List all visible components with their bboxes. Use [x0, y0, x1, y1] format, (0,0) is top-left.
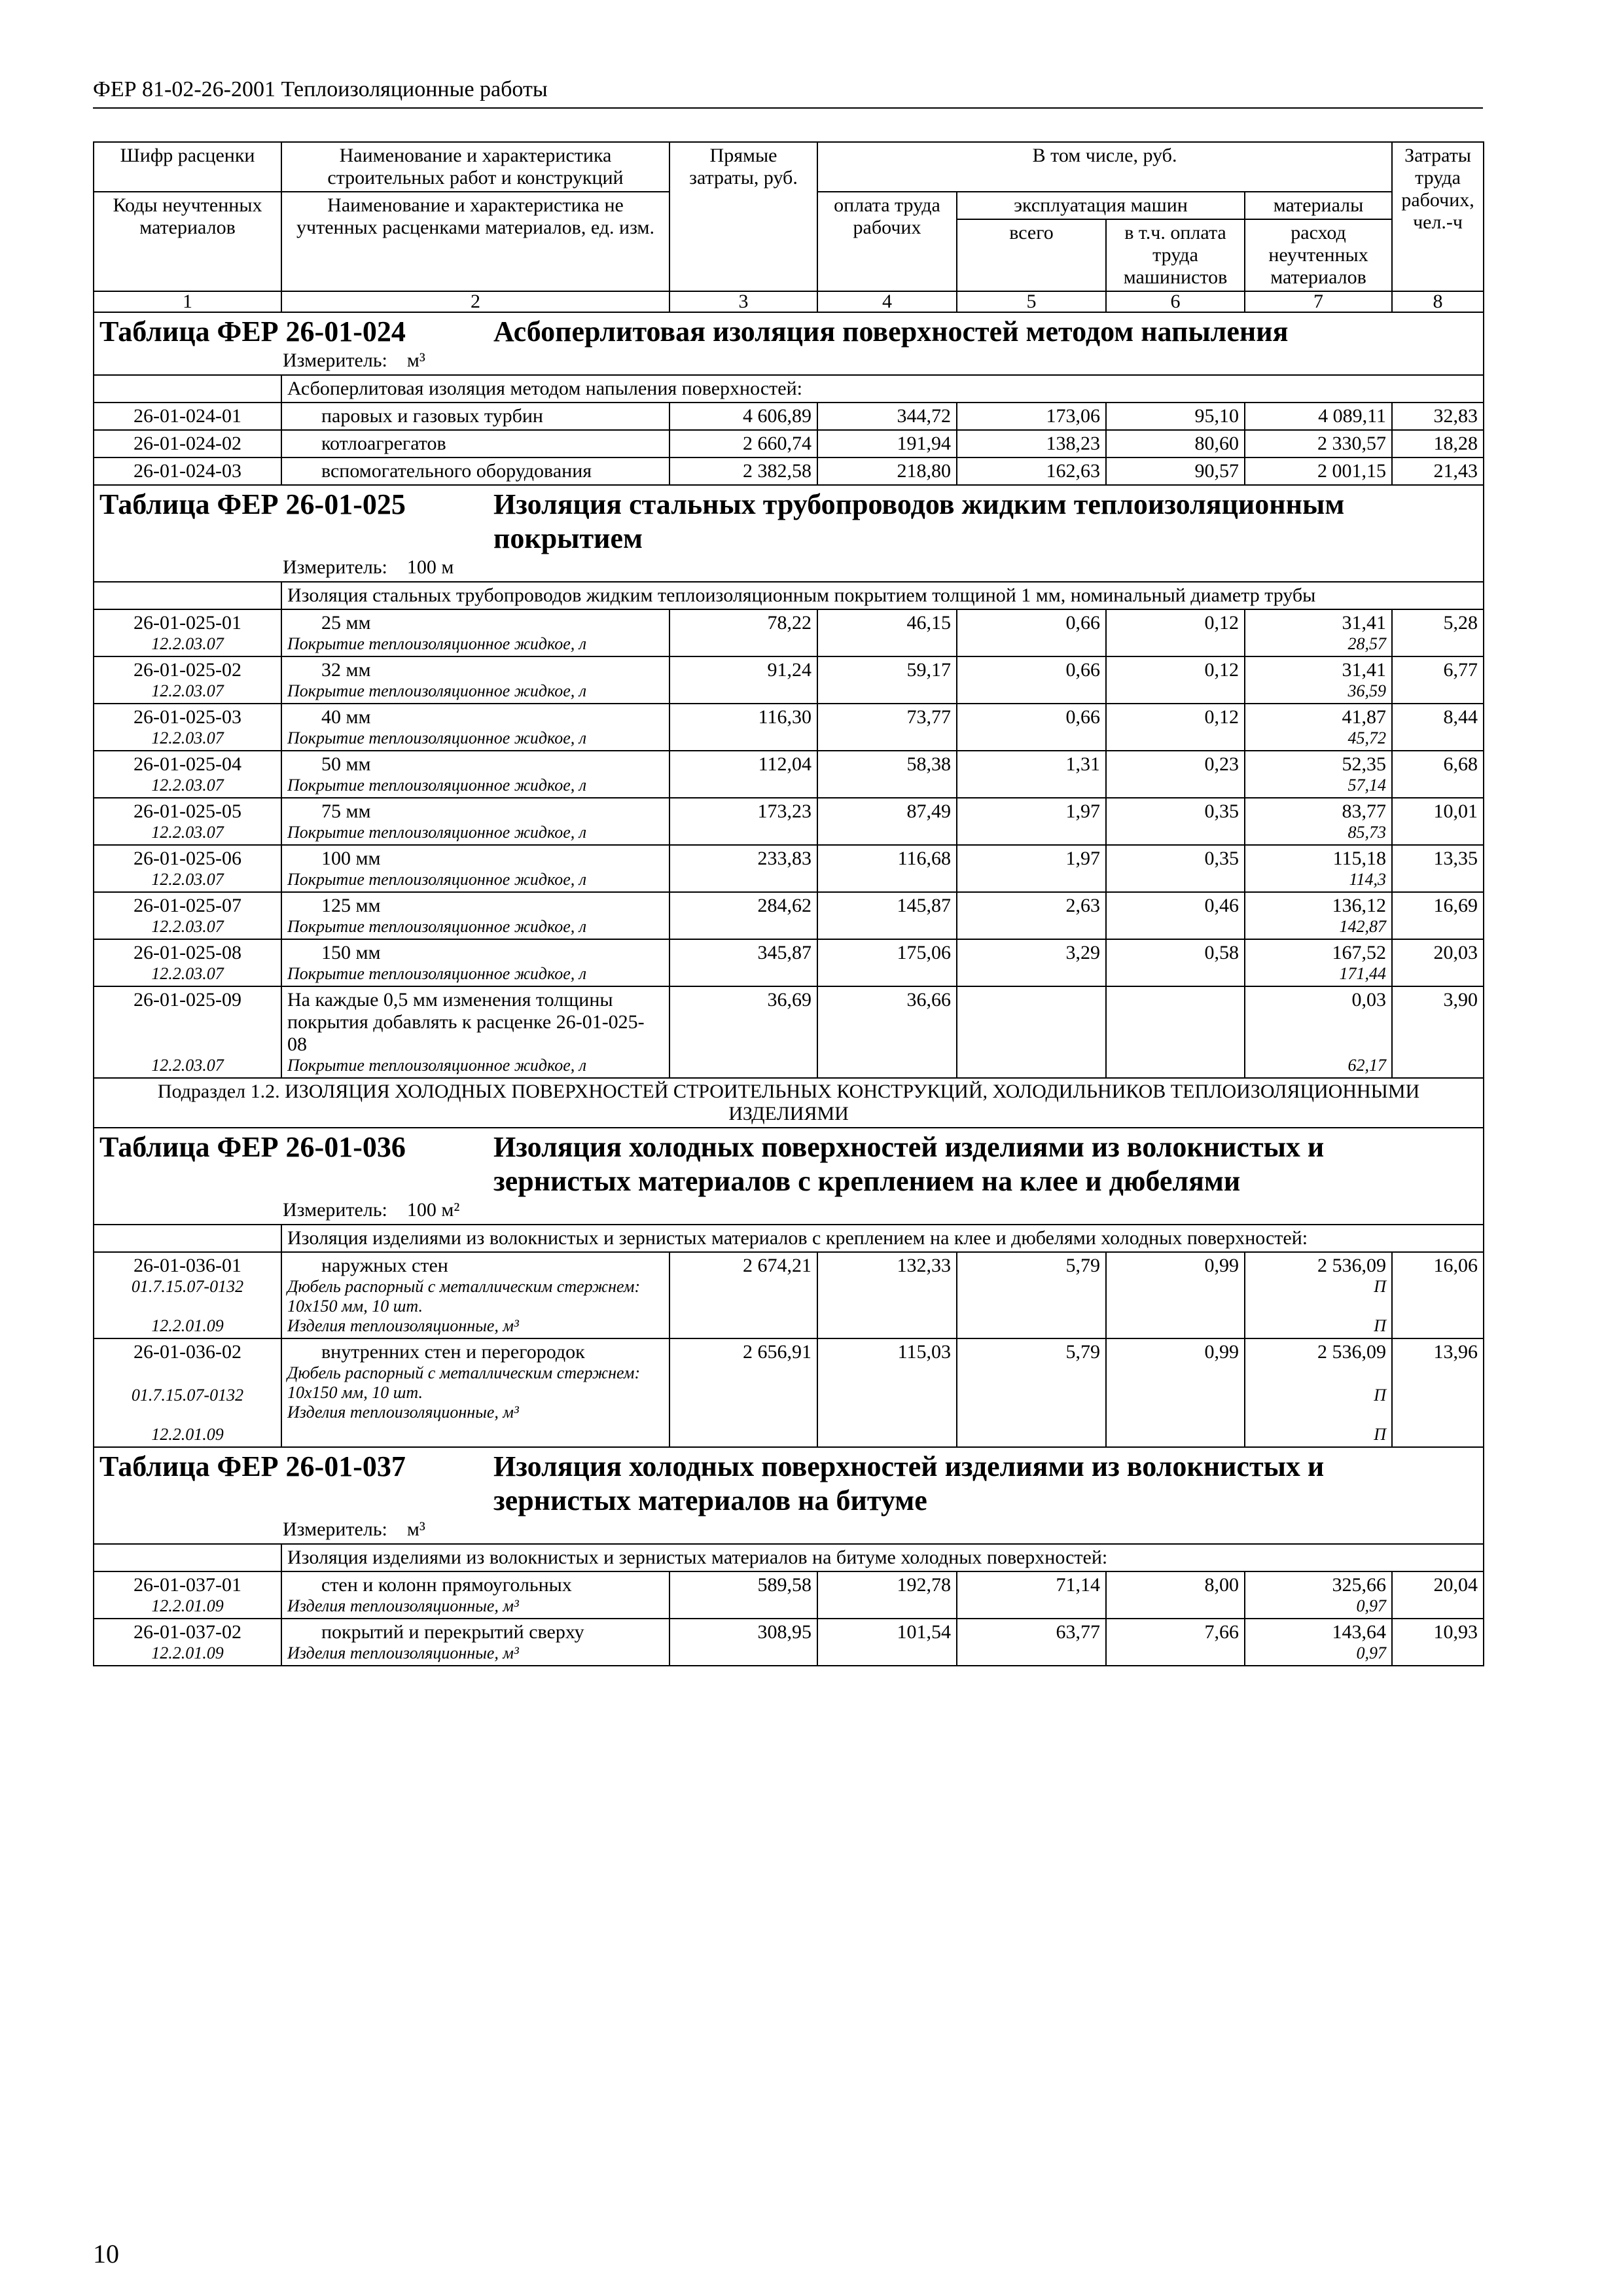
work-name: 32 мм	[321, 659, 371, 681]
rate-code: 26-01-025-09	[134, 989, 241, 1011]
measure-label: Измеритель:	[283, 1518, 387, 1540]
operator-cost: 0,99	[1106, 1338, 1245, 1447]
labor-hours: 5,28	[1392, 609, 1484, 656]
table-body	[94, 312, 1484, 609]
col-header-7: расход неучтенных материалов	[1245, 219, 1392, 291]
table-row	[94, 609, 1484, 656]
material-quantity: 36,59	[1347, 681, 1387, 700]
col-number: 4	[817, 291, 957, 312]
operator-cost: 0,58	[1106, 939, 1245, 986]
labor-hours: 13,96	[1392, 1338, 1484, 1447]
labor-hours: 18,28	[1392, 430, 1484, 457]
measure-unit: 100 м²	[406, 1199, 460, 1221]
intro-text: Изоляция изделиями из волокнистых и зернистых материалов на битуме холодных поверхностей:	[281, 1544, 1484, 1571]
work-name: внутренних стен и перегородок	[321, 1341, 585, 1363]
table-title: Изоляция холодных поверхностей изделиями из волокнистых и зернистых материалов с креплением на клее и дюбелями	[493, 1131, 1325, 1197]
col-header-5: всего	[957, 219, 1106, 291]
material-code: 12.2.03.07	[151, 776, 224, 795]
col-header-6: в т.ч. оплата труда машинистов	[1106, 219, 1245, 291]
labor-cost: 101,54	[817, 1619, 957, 1666]
material-cost: 136,12	[1332, 895, 1387, 916]
page-header: ФЕР 81-02-26-2001 Теплоизоляционные работы	[93, 77, 1483, 109]
work-name: вспомогательного оборудования	[281, 457, 669, 485]
labor-hours: 16,69	[1392, 892, 1484, 939]
labor-cost: 218,80	[817, 457, 957, 485]
measure-unit: 100 м	[406, 556, 454, 578]
work-name: 125 мм	[321, 895, 381, 916]
machine-cost: 0,66	[957, 609, 1106, 656]
direct-cost: 2 656,91	[669, 1338, 817, 1447]
material-quantity: П	[1374, 1386, 1387, 1405]
table-row	[94, 798, 1484, 845]
rate-code: 26-01-024-03	[94, 457, 281, 485]
operator-cost: 0,12	[1106, 609, 1245, 656]
machine-cost: 138,23	[957, 430, 1106, 457]
operator-cost: 0,23	[1106, 751, 1245, 798]
table-row	[94, 1338, 1484, 1447]
material-name: Покрытие теплоизоляционное жидкое, л	[287, 823, 587, 842]
table-row	[94, 1252, 1484, 1338]
machine-cost: 5,79	[957, 1252, 1106, 1338]
table-label: Таблица ФЕР 26-01-024	[99, 315, 406, 348]
col-number: 2	[281, 291, 669, 312]
labor-hours: 3,90	[1392, 986, 1484, 1078]
material-code: 12.2.03.07	[151, 728, 224, 747]
direct-cost: 112,04	[669, 751, 817, 798]
labor-cost: 175,06	[817, 939, 957, 986]
intro-text: Асбоперлитовая изоляция методом напыления поверхностей:	[281, 375, 1484, 403]
intro-row	[94, 1544, 1484, 1571]
rate-code: 26-01-025-04	[134, 753, 241, 775]
material-quantity: 45,72	[1347, 728, 1387, 747]
material-quantity: 0,97	[1356, 1643, 1387, 1662]
direct-cost: 78,22	[669, 609, 817, 656]
material-cost: 41,87	[1342, 706, 1387, 728]
labor-hours: 21,43	[1392, 457, 1484, 485]
material-quantity: 0,97	[1356, 1596, 1387, 1615]
measure-label: Измеритель:	[283, 1199, 387, 1221]
intro-row	[94, 375, 1484, 403]
col-header-2-top: Наименование и характеристика строительных работ и конструкций	[281, 142, 669, 192]
table-row	[94, 845, 1484, 892]
rate-code: 26-01-024-02	[94, 430, 281, 457]
operator-cost: 80,60	[1106, 430, 1245, 457]
material-name: Покрытие теплоизоляционное жидкое, л	[287, 870, 587, 889]
table-row	[94, 403, 1484, 430]
col-header-group: В том числе, руб.	[817, 142, 1392, 192]
table-title-row	[94, 1128, 1484, 1225]
material-code: 12.2.03.07	[151, 1056, 224, 1075]
table-row	[94, 656, 1484, 704]
work-name: 75 мм	[321, 800, 371, 822]
material-code: 12.2.03.07	[151, 917, 224, 936]
labor-cost: 73,77	[817, 704, 957, 751]
labor-hours: 32,83	[1392, 403, 1484, 430]
material-quantity: 28,57	[1347, 634, 1387, 653]
labor-cost: 192,78	[817, 1571, 957, 1619]
material-code: 12.2.03.07	[151, 964, 224, 983]
direct-cost: 233,83	[669, 845, 817, 892]
intro-text: Изоляция изделиями из волокнистых и зернистых материалов с креплением на клее и дюбелями холодных поверхностей:	[281, 1225, 1484, 1252]
intro-row	[94, 1225, 1484, 1252]
col-header-materials: материалы	[1245, 192, 1392, 219]
material-quantity: П	[1374, 1316, 1387, 1335]
work-name: наружных стен	[321, 1255, 448, 1276]
col-header-2-bottom: Наименование и характеристика не учтенных расценками материалов, ед. изм.	[281, 192, 669, 291]
col-number: 1	[94, 291, 281, 312]
rate-code: 26-01-037-02	[134, 1621, 241, 1643]
machine-cost: 162,63	[957, 457, 1106, 485]
work-name: покрытий и перекрытий сверху	[321, 1621, 584, 1643]
material-cost: 52,35	[1342, 753, 1387, 775]
direct-cost: 116,30	[669, 704, 817, 751]
work-name: 25 мм	[321, 612, 371, 634]
material-code: 01.7.15.07-0132	[131, 1386, 244, 1405]
material-quantity: 85,73	[1347, 823, 1387, 842]
labor-hours: 13,35	[1392, 845, 1484, 892]
table-title: Асбоперлитовая изоляция поверхностей методом напыления	[493, 315, 1289, 348]
direct-cost: 4 606,89	[669, 403, 817, 430]
material-quantity: 62,17	[1347, 1056, 1387, 1075]
material-quantity: П	[1374, 1277, 1387, 1296]
table-title: Изоляция стальных трубопроводов жидким теплоизоляционным покрытием	[493, 488, 1345, 554]
material-name: Дюбель распорный с металлическим стержнем: 10х150 мм, 10 шт.	[287, 1277, 641, 1316]
material-name: Покрытие теплоизоляционное жидкое, л	[287, 917, 587, 936]
work-name: 150 мм	[321, 942, 381, 963]
measure-label: Измеритель:	[283, 350, 387, 371]
material-code: 12.2.01.09	[151, 1316, 224, 1335]
labor-cost: 59,17	[817, 656, 957, 704]
material-code: 12.2.03.07	[151, 870, 224, 889]
work-name: На каждые 0,5 мм изменения толщины покрытия добавлять к расценке 26-01-025-08	[287, 989, 645, 1055]
labor-hours: 6,68	[1392, 751, 1484, 798]
material-code: 12.2.01.09	[151, 1425, 224, 1444]
labor-cost: 115,03	[817, 1338, 957, 1447]
direct-cost: 345,87	[669, 939, 817, 986]
material-name: Изделия теплоизоляционные, м³	[287, 1596, 519, 1615]
labor-cost: 36,66	[817, 986, 957, 1078]
direct-cost: 308,95	[669, 1619, 817, 1666]
machine-cost: 0,66	[957, 704, 1106, 751]
work-name: паровых и газовых турбин	[281, 403, 669, 430]
operator-cost: 0,12	[1106, 704, 1245, 751]
operator-cost: 0,35	[1106, 798, 1245, 845]
direct-cost: 2 674,21	[669, 1252, 817, 1338]
material-name: Покрытие теплоизоляционное жидкое, л	[287, 964, 587, 983]
material-quantity: 142,87	[1339, 917, 1387, 936]
table-row	[94, 751, 1484, 798]
table-header	[94, 142, 1484, 312]
operator-cost: 0,99	[1106, 1252, 1245, 1338]
material-quantity: 171,44	[1339, 964, 1387, 983]
table-title-row	[94, 485, 1484, 582]
table-row	[94, 939, 1484, 986]
material-quantity: 114,3	[1349, 870, 1387, 889]
work-name: 50 мм	[321, 753, 371, 775]
machine-cost: 0,66	[957, 656, 1106, 704]
direct-cost: 284,62	[669, 892, 817, 939]
col-number: 8	[1392, 291, 1484, 312]
table-row	[94, 704, 1484, 751]
col-header-4: оплата труда рабочих	[817, 192, 957, 291]
rate-code: 26-01-025-05	[134, 800, 241, 822]
table-title: Изоляция холодных поверхностей изделиями из волокнистых и зернистых материалов на битуме	[493, 1450, 1325, 1516]
rate-code: 26-01-025-08	[134, 942, 241, 963]
table-row	[94, 986, 1484, 1078]
machine-cost: 71,14	[957, 1571, 1106, 1619]
work-name: стен и колонн прямоугольных	[321, 1574, 572, 1596]
direct-cost: 2 660,74	[669, 430, 817, 457]
direct-cost: 589,58	[669, 1571, 817, 1619]
material-name: Дюбель распорный с металлическим стержнем: 10х150 мм, 10 шт.	[287, 1363, 641, 1402]
material-code: 12.2.03.07	[151, 681, 224, 700]
labor-cost: 145,87	[817, 892, 957, 939]
material-cost: 31,41	[1342, 612, 1387, 634]
table-row	[94, 457, 1484, 485]
rate-code: 26-01-037-01	[134, 1574, 241, 1596]
material-cost: 83,77	[1342, 800, 1387, 822]
col-number: 6	[1106, 291, 1245, 312]
material-cost: 4 089,11	[1245, 403, 1392, 430]
measure-label: Измеритель:	[283, 556, 387, 578]
material-cost: 325,66	[1332, 1574, 1387, 1596]
material-name: Изделия теплоизоляционные, м³	[287, 1316, 519, 1335]
rate-code: 26-01-025-01	[134, 612, 241, 634]
operator-cost: 90,57	[1106, 457, 1245, 485]
machine-cost: 1,97	[957, 798, 1106, 845]
material-name: Покрытие теплоизоляционное жидкое, л	[287, 634, 587, 653]
table-body	[94, 986, 1484, 1666]
work-name: котлоагрегатов	[281, 430, 669, 457]
labor-cost: 58,38	[817, 751, 957, 798]
operator-cost	[1106, 986, 1245, 1078]
material-name: Покрытие теплоизоляционное жидкое, л	[287, 776, 587, 795]
labor-cost: 87,49	[817, 798, 957, 845]
material-cost: 2 536,09	[1317, 1255, 1387, 1276]
material-name: Покрытие теплоизоляционное жидкое, л	[287, 728, 587, 747]
page-number: 10	[93, 2239, 119, 2269]
table-label: Таблица ФЕР 26-01-025	[99, 488, 406, 520]
material-cost: 2 536,09	[1317, 1341, 1387, 1363]
material-code: 12.2.03.07	[151, 634, 224, 653]
labor-cost: 116,68	[817, 845, 957, 892]
table-title-row	[94, 1447, 1484, 1544]
table-body	[94, 609, 1484, 986]
work-name: 100 мм	[321, 848, 381, 869]
machine-cost: 173,06	[957, 403, 1106, 430]
material-name: Изделия теплоизоляционные, м³	[287, 1403, 519, 1422]
material-cost: 2 330,57	[1245, 430, 1392, 457]
material-cost: 0,03	[1351, 989, 1387, 1011]
material-code: 01.7.15.07-0132	[131, 1277, 244, 1296]
machine-cost: 1,97	[957, 845, 1106, 892]
machine-cost: 2,63	[957, 892, 1106, 939]
machine-cost: 3,29	[957, 939, 1106, 986]
rate-code: 26-01-036-01	[134, 1255, 241, 1276]
labor-cost: 132,33	[817, 1252, 957, 1338]
labor-cost: 46,15	[817, 609, 957, 656]
col-number: 3	[669, 291, 817, 312]
labor-hours: 16,06	[1392, 1252, 1484, 1338]
machine-cost: 1,31	[957, 751, 1106, 798]
labor-hours: 8,44	[1392, 704, 1484, 751]
table-row	[94, 430, 1484, 457]
rate-code: 26-01-025-07	[134, 895, 241, 916]
labor-hours: 10,01	[1392, 798, 1484, 845]
measure-unit: м³	[406, 1518, 425, 1540]
measure-unit: м³	[406, 350, 425, 371]
material-cost: 2 001,15	[1245, 457, 1392, 485]
operator-cost: 95,10	[1106, 403, 1245, 430]
rate-code: 26-01-025-03	[134, 706, 241, 728]
labor-hours: 20,04	[1392, 1571, 1484, 1619]
material-name: Изделия теплоизоляционные, м³	[287, 1643, 519, 1662]
col-header-3: Прямые затраты, руб.	[669, 142, 817, 291]
operator-cost: 0,46	[1106, 892, 1245, 939]
section-title: Подраздел 1.2. ИЗОЛЯЦИЯ ХОЛОДНЫХ ПОВЕРХНОСТЕЙ СТРОИТЕЛЬНЫХ КОНСТРУКЦИЙ, ХОЛОДИЛЬНИКОВ ТЕПЛОИЗОЛЯЦИОННЫМИ ИЗДЕЛИЯМИ	[94, 1078, 1484, 1128]
col-header-8: Затраты труда рабочих, чел.-ч	[1392, 142, 1484, 291]
table-label: Таблица ФЕР 26-01-037	[99, 1450, 406, 1482]
material-name: Покрытие теплоизоляционное жидкое, л	[287, 1056, 587, 1075]
col-header-1-top: Шифр расценки	[94, 142, 281, 192]
table-row	[94, 1619, 1484, 1666]
material-code: 12.2.01.09	[151, 1596, 224, 1615]
col-number: 5	[957, 291, 1106, 312]
direct-cost: 2 382,58	[669, 457, 817, 485]
section-row	[94, 1078, 1484, 1128]
material-name: Покрытие теплоизоляционное жидкое, л	[287, 681, 587, 700]
direct-cost: 91,24	[669, 656, 817, 704]
labor-hours: 10,93	[1392, 1619, 1484, 1666]
rate-code: 26-01-024-01	[94, 403, 281, 430]
material-code: 12.2.01.09	[151, 1643, 224, 1662]
direct-cost: 36,69	[669, 986, 817, 1078]
col-number: 7	[1245, 291, 1392, 312]
material-cost: 31,41	[1342, 659, 1387, 681]
machine-cost: 63,77	[957, 1619, 1106, 1666]
operator-cost: 7,66	[1106, 1619, 1245, 1666]
table-title-row	[94, 312, 1484, 375]
labor-hours: 20,03	[1392, 939, 1484, 986]
labor-cost: 344,72	[817, 403, 957, 430]
table-label: Таблица ФЕР 26-01-036	[99, 1131, 406, 1163]
intro-text: Изоляция стальных трубопроводов жидким теплоизоляционным покрытием толщиной 1 мм, номинальный диаметр трубы	[281, 582, 1484, 609]
table-row	[94, 1571, 1484, 1619]
operator-cost: 0,12	[1106, 656, 1245, 704]
material-cost: 115,18	[1332, 848, 1387, 869]
material-quantity: П	[1374, 1425, 1387, 1444]
operator-cost: 0,35	[1106, 845, 1245, 892]
table-row	[94, 892, 1484, 939]
intro-row	[94, 582, 1484, 609]
col-header-1-bottom: Коды неучтенных материалов	[94, 192, 281, 291]
col-header-machines: эксплуатация машин	[957, 192, 1245, 219]
material-cost: 167,52	[1332, 942, 1387, 963]
rates-table	[93, 141, 1484, 1666]
machine-cost	[957, 986, 1106, 1078]
operator-cost: 8,00	[1106, 1571, 1245, 1619]
direct-cost: 173,23	[669, 798, 817, 845]
labor-hours: 6,77	[1392, 656, 1484, 704]
machine-cost: 5,79	[957, 1338, 1106, 1447]
rate-code: 26-01-036-02	[134, 1341, 241, 1363]
rate-code: 26-01-025-06	[134, 848, 241, 869]
work-name: 40 мм	[321, 706, 371, 728]
material-cost: 143,64	[1332, 1621, 1387, 1643]
material-code: 12.2.03.07	[151, 823, 224, 842]
material-quantity: 57,14	[1347, 776, 1387, 795]
rate-code: 26-01-025-02	[134, 659, 241, 681]
labor-cost: 191,94	[817, 430, 957, 457]
